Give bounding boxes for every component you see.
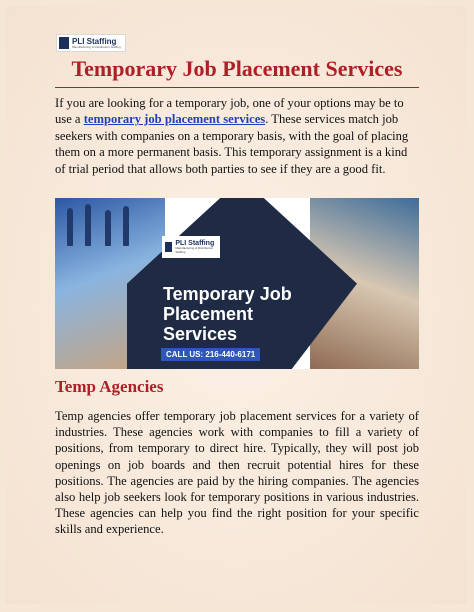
logo-text <box>72 38 121 49</box>
person-figure <box>67 208 73 246</box>
section-paragraph: Temp agencies offer temporary job placement services for a variety of industries. These agencies work with companies to fill a variety of positions, from temporary to direct hire. Typically, they will post job openings on job boards and then recruit potential hires for these positions. The agencies are paid by the hiring companies. The agencies also help job seekers look for temporary positions in various industries. These agencies can help you find the right position for your specific skills and experience. <box>55 409 419 537</box>
banner-logo-tagline: Manufacturing & Distribution Staffing <box>175 245 214 254</box>
page-title: Temporary Job Placement Services <box>71 56 403 81</box>
banner-logo-text <box>175 240 220 254</box>
logo-name: PLI Staffing <box>72 36 117 46</box>
brand-logo <box>56 34 126 52</box>
logo-icon <box>59 37 69 49</box>
banner-logo <box>162 236 220 258</box>
person-figure <box>105 210 111 246</box>
section-heading: Temp Agencies <box>55 377 164 396</box>
intro-text-after: . These services match job seekers with companies on a temporary basis, with the goal of placing them on a more permanent basis. This temporary assignment is a kind of trial period that allows both parties to see if they are a good fit. <box>55 112 409 176</box>
banner-logo-icon <box>165 242 172 252</box>
intro-text-before: If you are looking for a temporary job, one of your options may be to use a <box>55 96 404 127</box>
person-figure <box>123 206 129 246</box>
logo-tagline: Manufacturing & Distribution Staffing <box>72 44 121 49</box>
banner-headline: Temporary Job Placement Services <box>163 284 292 344</box>
hero-banner-image <box>55 198 419 369</box>
intro-paragraph <box>55 95 419 177</box>
banner-logo-name: PLI Staffing <box>175 239 215 247</box>
banner-call-number: CALL US: 216-440-6171 <box>161 348 260 361</box>
title-divider <box>55 87 419 88</box>
person-figure <box>85 204 91 246</box>
placement-services-link[interactable]: temporary job placement services <box>83 112 266 127</box>
